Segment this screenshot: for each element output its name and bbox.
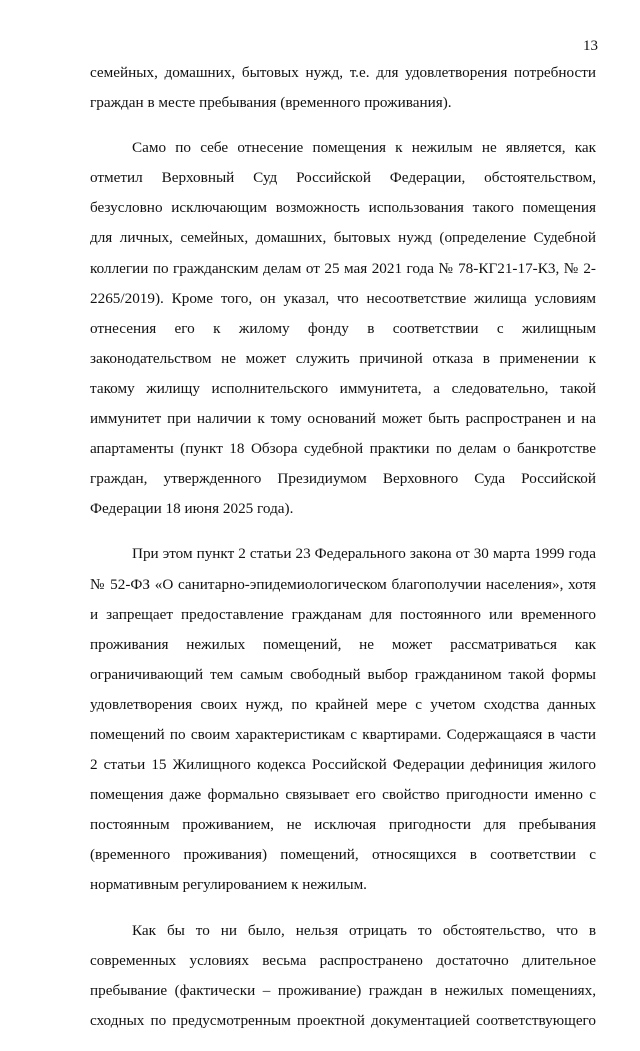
text-line: 2 статьи 15 Жилищного кодекса Российской Федерации дефиниция жилого: [90, 756, 596, 774]
text-line: сходных по предусмотренным проектной документацией соответствующего: [90, 1011, 596, 1029]
text-line: отнесения его к жилому фонду в соответствии с жилищным: [90, 319, 596, 337]
text-line: для личных, семейных, домашних, бытовых нужд (определение Судебной: [90, 229, 596, 247]
text-line: 2265/2019). Кроме того, он указал, что несоответствие жилища условиям: [90, 289, 596, 307]
text-line: такому жилищу исполнительского иммунитета, а следовательно, такой: [90, 379, 596, 397]
text-line: помещения даже формально связывает его свойство пригодности именно с: [90, 786, 596, 804]
text-line: нормативным регулированием к нежилым.: [90, 876, 367, 894]
text-line: Федерации 18 июня 2025 года).: [90, 500, 294, 518]
text-line: коллегии по гражданским делам от 25 мая 2021 года № 78-КГ21-17-К3, № 2-: [90, 259, 596, 277]
text-line: При этом пункт 2 статьи 23 Федерального закона от 30 марта 1999 года: [132, 545, 596, 563]
text-line: и запрещает предоставление гражданам для постоянного или временного: [90, 605, 596, 623]
paragraph: [90, 539, 596, 900]
page-number: 13: [583, 38, 598, 54]
paragraph: [90, 58, 596, 118]
text-line: отметил Верховный Суд Российской Федерации, обстоятельством,: [90, 169, 596, 187]
text-line: граждан, утвержденного Президиумом Верховного Суда Российской: [90, 470, 596, 488]
text-line: помещений по своим характеристикам с квартирами. Содержащаяся в части: [90, 725, 596, 743]
text-line: проживания нежилых помещений, не может рассматриваться как: [90, 635, 596, 653]
text-line: ограничивающий тем самым свободный выбор гражданином такой формы: [90, 665, 596, 683]
text-line: (временного проживания) помещений, относящихся в соответствии с: [90, 846, 596, 864]
text-line: постоянным проживанием, не исключая пригодности для пребывания: [90, 816, 596, 834]
text-line: семейных, домашних, бытовых нужд, т.е. для удовлетворения потребности: [90, 64, 596, 81]
text-line: № 52-ФЗ «О санитарно-эпидемиологическом благополучии населения», хотя: [90, 575, 596, 593]
text-line: удовлетворения своих нужд, по крайней мере с учетом сходства данных: [90, 695, 596, 713]
paragraph: [90, 133, 596, 524]
document-body: [90, 58, 596, 1051]
text-line: апартаменты (пункт 18 Обзора судебной практики по делам о банкротстве: [90, 440, 596, 458]
text-line: безусловно исключающим возможность использования такого помещения: [90, 199, 596, 217]
paragraph: [90, 916, 596, 1036]
text-line: Само по себе отнесение помещения к нежилым не является, как: [132, 139, 596, 157]
text-line: законодательством не может служить причиной отказа в применении к: [90, 349, 596, 367]
text-line: Как бы то ни было, нельзя отрицать то обстоятельство, что в: [132, 921, 596, 939]
text-line: иммунитет при наличии к тому оснований может быть распространен и на: [90, 410, 596, 428]
text-line: граждан в месте пребывания (временного проживания).: [90, 94, 452, 112]
text-line: современных условиях весьма распространено достаточно длительное: [90, 951, 596, 969]
text-line: пребывание (фактически – проживание) граждан в нежилых помещениях,: [90, 981, 596, 999]
